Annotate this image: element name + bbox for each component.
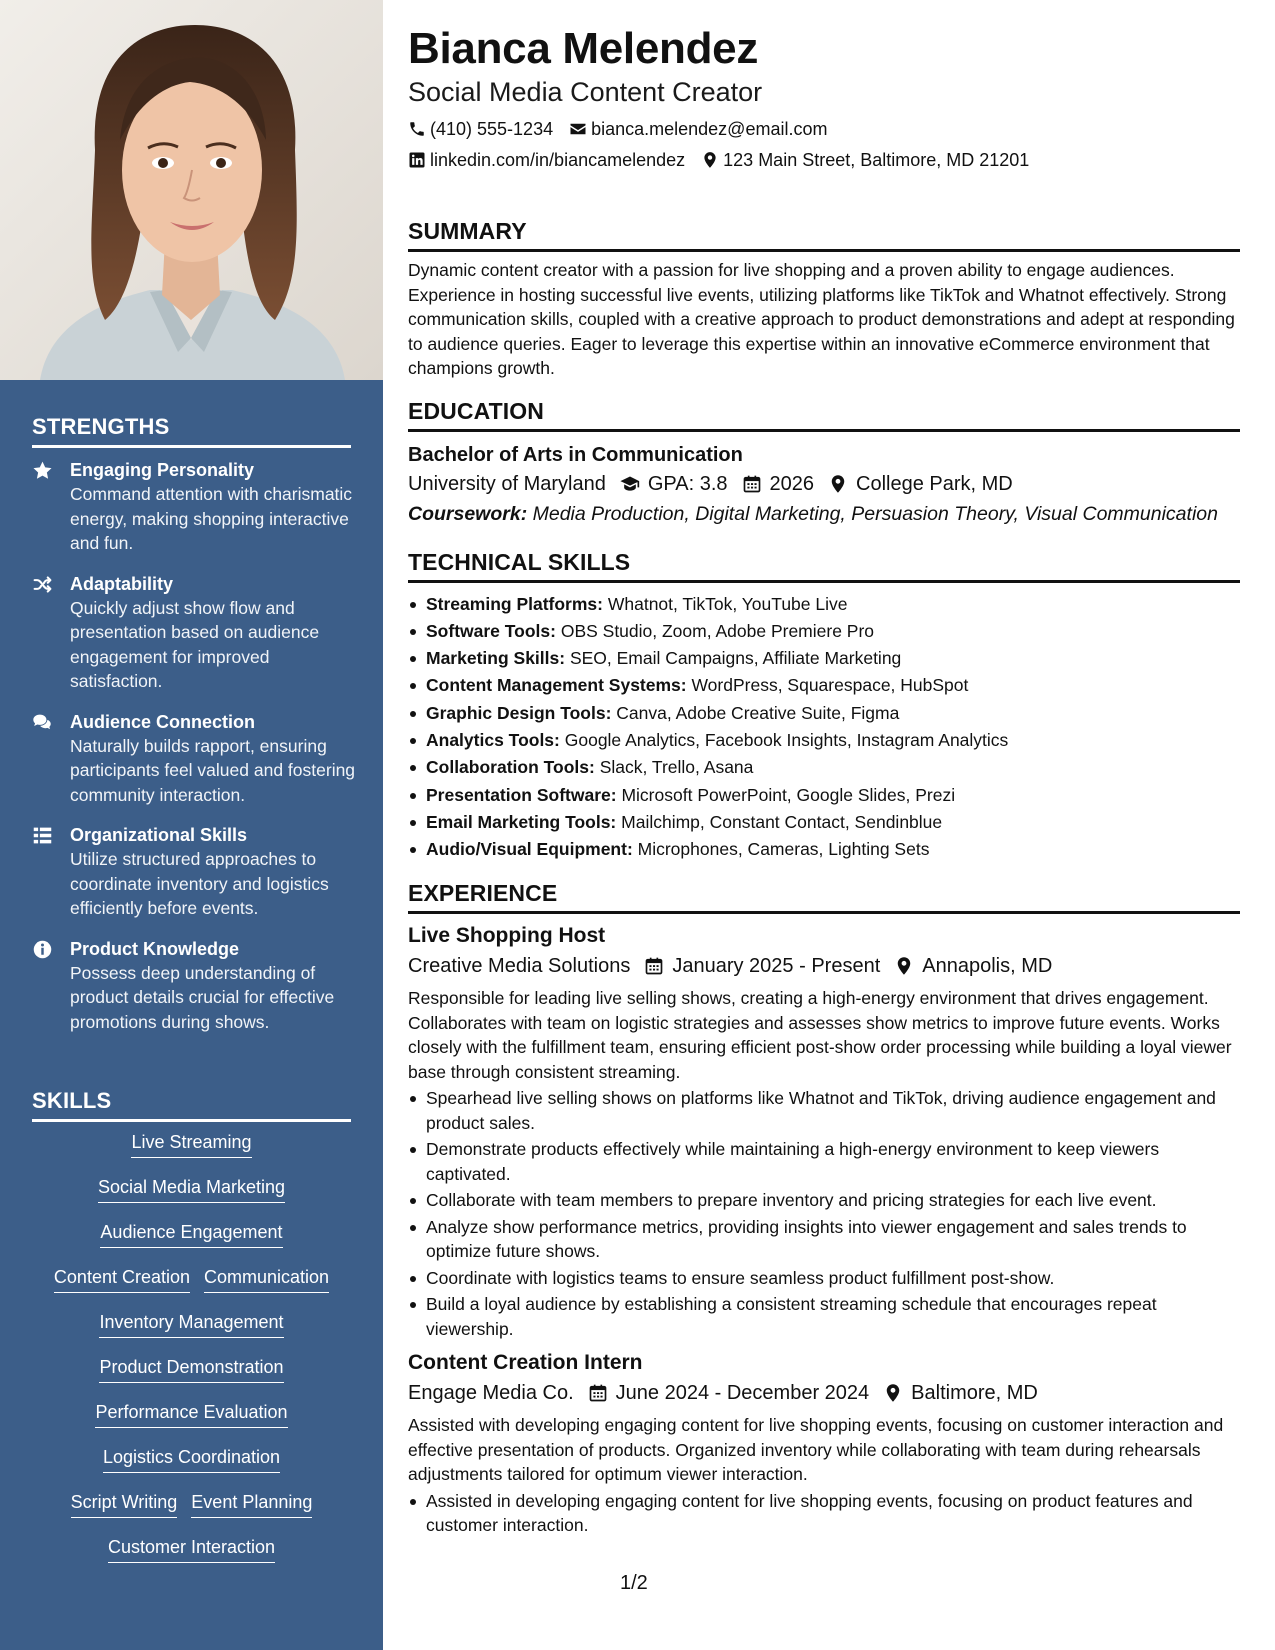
skill-label: Content Management Systems:: [426, 675, 687, 696]
calendar-icon: [644, 956, 664, 976]
list-item: Build a loyal audience by establishing a consistent streaming schedule that encourages repeat viewership.: [408, 1292, 1240, 1341]
skill-label: Marketing Skills:: [426, 648, 566, 669]
skill-tag: Live Streaming: [131, 1130, 251, 1158]
dates-text: June 2024 - December 2024: [615, 1382, 870, 1405]
list-item: [408, 645, 1240, 672]
list-item: [408, 727, 1240, 754]
strength-desc: Quickly adjust show flow and presentation based on audience engagement for improved satisfaction.: [70, 597, 320, 691]
contact-row-2: [408, 149, 1240, 171]
skill-label: Email Marketing Tools:: [426, 811, 617, 832]
job-meta: [408, 952, 1240, 980]
skill-label: Streaming Platforms:: [426, 593, 603, 614]
map-pin-icon: [894, 956, 914, 976]
skill-value: Whatnot, TikTok, YouTube Live: [602, 593, 848, 614]
strength-title: Product Knowledge: [70, 938, 240, 959]
skill-tag: Content Creation: [54, 1265, 190, 1293]
skill-label: Audio/Visual Equipment:: [426, 839, 633, 860]
skills-list: [32, 1130, 351, 1580]
profile-photo: [0, 0, 383, 380]
portrait-illustration: [0, 0, 383, 380]
company: [408, 1379, 574, 1407]
list-icon: [32, 823, 70, 921]
degree: Bachelor of Arts in Communication: [408, 443, 743, 466]
strengths-list: [32, 458, 357, 1050]
strength-item: [32, 937, 357, 1035]
strength-title: Engaging Personality: [70, 460, 255, 480]
map-pin-icon: [828, 474, 848, 494]
gpa: [620, 470, 728, 498]
envelope-icon: [569, 120, 587, 138]
calendar-icon: [742, 474, 762, 494]
education-location: [828, 470, 1013, 498]
sidebar: [0, 0, 383, 1650]
skill-label: Analytics Tools:: [426, 729, 560, 750]
strengths-heading: STRENGTHS: [32, 414, 351, 448]
job-bullets: [408, 1086, 1240, 1341]
list-item: Coordinate with logistics teams to ensure seamless product fulfillment post-show.: [408, 1266, 1240, 1291]
education-section: [408, 397, 1240, 526]
skill-label: Presentation Software:: [426, 784, 617, 805]
job-bullets: [408, 1489, 1240, 1538]
education-heading: EDUCATION: [408, 397, 1240, 432]
skills-heading: SKILLS: [32, 1088, 351, 1122]
comments-icon: [32, 710, 70, 808]
skill-tag: Script Writing: [71, 1490, 178, 1518]
education-meta: [408, 470, 1240, 498]
strength-title: Organizational Skills: [70, 825, 248, 845]
summary-section: [408, 217, 1240, 381]
star-icon: [32, 458, 70, 556]
job-dates: [588, 1379, 870, 1407]
coursework-label: Coursework:: [408, 502, 528, 525]
job-meta: [408, 1379, 1240, 1407]
list-item: Analyze show performance metrics, providing insights into viewer engagement and sales trends to optimize future shows.: [408, 1215, 1240, 1264]
technical-skills-list: [408, 591, 1240, 864]
list-item: Demonstrate products effectively while maintaining a high-energy environment to keep viewers captivated.: [408, 1137, 1240, 1186]
skill-tag: Social Media Marketing: [98, 1175, 285, 1203]
job-location: [883, 1379, 1038, 1407]
gpa-text: GPA: 3.8: [647, 472, 728, 495]
info-icon: [32, 937, 70, 1035]
linkedin-contact[interactable]: [408, 149, 685, 171]
skill-value: Microphones, Cameras, Lighting Sets: [632, 839, 930, 860]
skill-label: Software Tools:: [426, 620, 556, 641]
phone-icon: [408, 120, 426, 138]
list-item: Spearhead live selling shows on platforms like Whatnot and TikTok, driving audience engagement and product sales.: [408, 1086, 1240, 1135]
contact-row: [408, 118, 1240, 140]
email-text: bianca.melendez@email.com: [591, 119, 828, 139]
list-item: [408, 700, 1240, 727]
job-location: [894, 952, 1052, 980]
candidate-title: Social Media Content Creator: [408, 77, 763, 107]
list-item: [408, 836, 1240, 863]
experience-section: [408, 879, 1240, 1538]
candidate-name: Bianca Melendez: [408, 24, 759, 73]
skill-tag: Event Planning: [191, 1490, 312, 1518]
address-text: 123 Main Street, Baltimore, MD 21201: [723, 150, 1030, 170]
shuffle-icon: [32, 572, 70, 694]
skill-tag: Inventory Management: [99, 1310, 283, 1338]
skill-tag: Audience Engagement: [100, 1220, 282, 1248]
strength-desc: Naturally builds rapport, ensuring participants feel valued and fostering community interaction.: [70, 735, 356, 805]
summary-text: Dynamic content creator with a passion for live shopping and a proven ability to engage audiences. Experience in hosting successful live events, utilizing platforms like TikTok and Whatnot effectively. Strong communication skills, coupled with a creative approach to product demonstrations and adept at responding to audience queries. Eager to leverage this expertise within an innovative eCommerce environment that champions growth.: [408, 260, 1235, 378]
skill-tag: Performance Evaluation: [95, 1400, 287, 1428]
job-entry: [408, 1349, 1240, 1538]
coursework: [408, 502, 1240, 526]
company: [408, 952, 630, 980]
strength-desc: Utilize structured approaches to coordinate inventory and logistics efficiently before events.: [70, 849, 329, 918]
skill-value: OBS Studio, Zoom, Adobe Premiere Pro: [555, 620, 875, 641]
school: [408, 470, 606, 498]
list-item: [408, 672, 1240, 699]
skill-value: Microsoft PowerPoint, Google Slides, Prezi: [616, 784, 956, 805]
list-item: Assisted in developing engaging content for live shopping events, focusing on product features and customer interaction.: [408, 1489, 1240, 1538]
list-item: Collaborate with team members to prepare inventory and pricing strategies for each live event.: [408, 1188, 1240, 1213]
skill-tag: Logistics Coordination: [103, 1445, 280, 1473]
technical-skills-heading: TECHNICAL SKILLS: [408, 548, 1240, 583]
list-item: [408, 754, 1240, 781]
strength-desc: Possess deep understanding of product details crucial for effective promotions during shows.: [70, 962, 335, 1032]
company-name: Creative Media Solutions: [408, 955, 631, 978]
phone-contact[interactable]: [408, 118, 553, 140]
list-item: [408, 618, 1240, 645]
job-title: Content Creation Intern: [408, 1351, 643, 1375]
skill-label: Graphic Design Tools:: [426, 702, 612, 723]
location-text: Baltimore, MD: [911, 1382, 1038, 1405]
year-text: 2026: [769, 472, 815, 495]
experience-heading: EXPERIENCE: [408, 879, 1240, 914]
job-description: Assisted with developing engaging content for live shopping events, focusing on customer interaction and effective presentation of products. Organized inventory while collaborating with team during rehearsals adjustments tailored for optimum viewer interaction.: [408, 1415, 1224, 1485]
dates-text: January 2025 - Present: [672, 955, 881, 978]
strength-item: [32, 458, 357, 556]
strength-title: Audience Connection: [70, 711, 256, 732]
address-contact: [701, 149, 1029, 171]
strength-title: Adaptability: [70, 573, 174, 594]
linkedin-icon: [408, 151, 426, 169]
page-number: 1/2: [620, 1572, 648, 1594]
email-contact[interactable]: [569, 118, 827, 140]
skill-value: Mailchimp, Constant Contact, Sendinblue: [616, 811, 943, 832]
summary-heading: SUMMARY: [408, 217, 1240, 252]
skill-value: SEO, Email Campaigns, Affiliate Marketing: [565, 648, 902, 669]
skill-tag: Communication: [204, 1265, 329, 1293]
list-item: [408, 591, 1240, 618]
location-text: College Park, MD: [856, 472, 1013, 495]
map-pin-icon: [701, 151, 719, 169]
strength-item: [32, 710, 357, 808]
list-item: [408, 809, 1240, 836]
skill-label: Collaboration Tools:: [426, 757, 595, 778]
skill-value: Google Analytics, Facebook Insights, Instagram Analytics: [559, 729, 1009, 750]
job-description: Responsible for leading live selling shows, creating a high-energy environment that drives engagement. Collaborates with team on logistic strategies and assesses show metrics to improve future events. Works closely with the fulfillment team, ensuring efficient post-show order processing while building a loyal viewer base through consistent streaming.: [408, 988, 1232, 1082]
skill-tag: Product Demonstration: [99, 1355, 283, 1383]
coursework-text: Media Production, Digital Marketing, Persuasion Theory, Visual Communication: [527, 502, 1218, 525]
school-name: University of Maryland: [408, 472, 606, 495]
job-entry: [408, 922, 1240, 1341]
phone-text: (410) 555-1234: [430, 119, 554, 139]
strength-item: [32, 823, 357, 921]
strength-item: [32, 572, 357, 694]
main-content: [408, 22, 1240, 1540]
job-title: Live Shopping Host: [408, 924, 606, 948]
job-dates: [644, 952, 880, 980]
graduation-cap-icon: [620, 474, 640, 494]
company-name: Engage Media Co.: [408, 1382, 574, 1405]
calendar-icon: [588, 1383, 608, 1403]
skill-value: Canva, Adobe Creative Suite, Figma: [611, 702, 900, 723]
technical-skills-section: [408, 548, 1240, 864]
location-text: Annapolis, MD: [922, 955, 1053, 978]
map-pin-icon: [883, 1383, 903, 1403]
graduation-year: [742, 470, 815, 498]
linkedin-text: linkedin.com/in/biancamelendez: [430, 150, 686, 170]
list-item: [408, 782, 1240, 809]
strength-desc: Command attention with charismatic energy, making shopping interactive and fun.: [70, 484, 353, 553]
skill-tag: Customer Interaction: [108, 1535, 275, 1563]
skill-value: Slack, Trello, Asana: [594, 757, 754, 778]
skill-value: WordPress, Squarespace, HubSpot: [686, 675, 969, 696]
